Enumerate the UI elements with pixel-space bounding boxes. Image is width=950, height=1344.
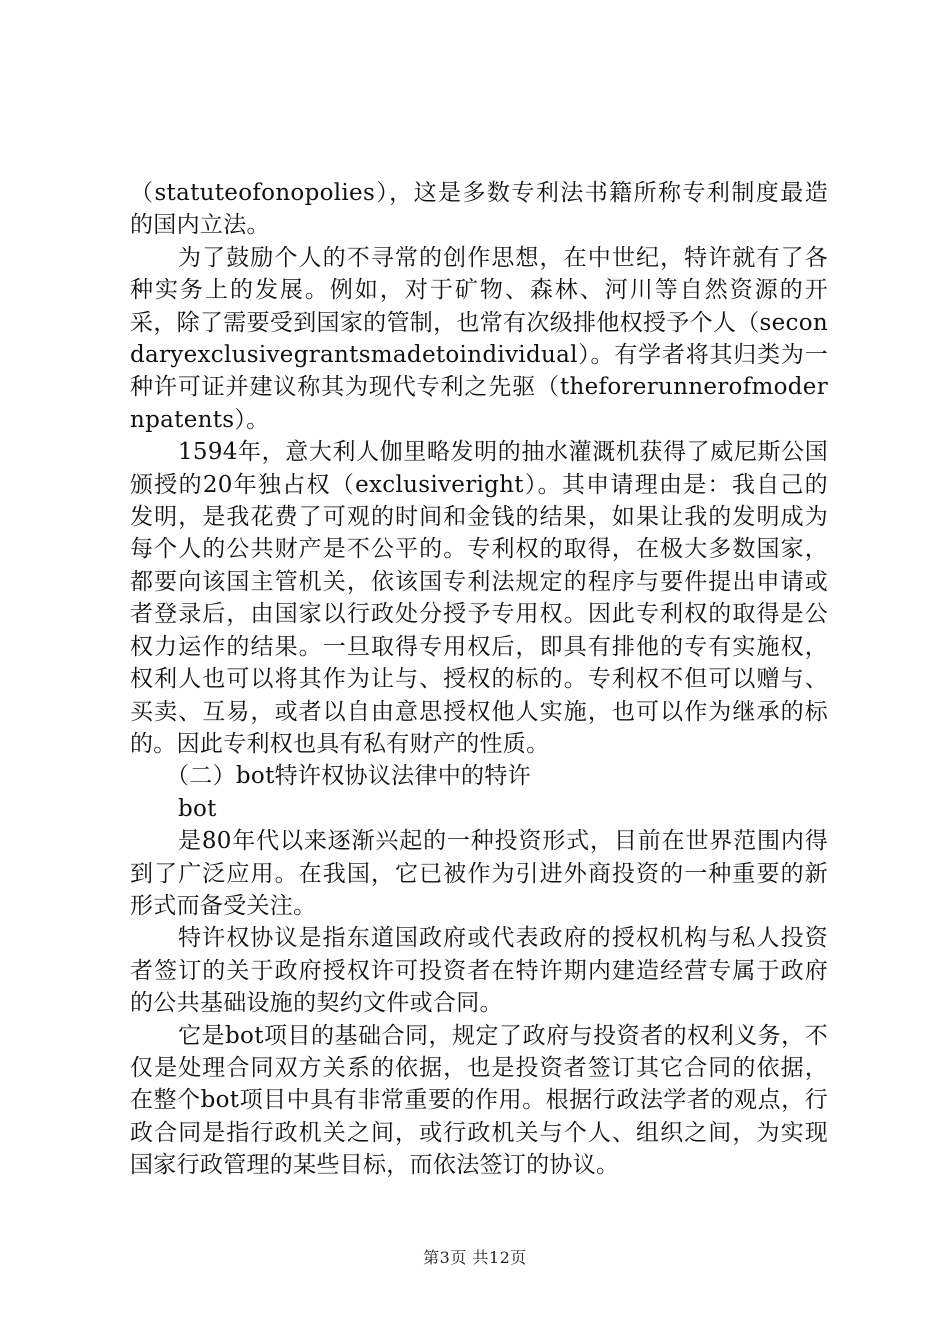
- document-body: [130, 177, 828, 1182]
- paragraph-statute-of-monopolies: （statuteofonopolies），这是多数专利法书籍所称专利制度最造的国内立法。: [130, 180, 828, 239]
- paragraph-bot-basic-contract: 它是bot项目的基础合同，规定了政府与投资者的权利义务，不仅是处理合同双方关系的依据，也是投资者签订其它合同的依据，在整个bot项目中具有非常重要的作用。根据行政法学者的观点，行政合同是指行政机关之间，或行政机关与个人、组织之间，为实现国家行政管理的某些目标，而依法签订的协议。: [130, 1022, 828, 1179]
- paragraph-bot-term: bot: [178, 795, 217, 822]
- section-heading-bot-concession: （二）bot特许权协议法律中的特许: [166, 763, 531, 790]
- paragraph-medieval-privileges: 为了鼓励个人的不寻常的创作思想，在中世纪，特许就有了各种实务上的发展。例如，对于矿物、森林、河川等自然资源的开采，除了需要受到国家的管制，也常有次级排他权授予个人（secondaryexclusivegrantsmadetoindividual）。有学者将其归类为一种许可证并建议称其为现代专利之先驱（theforerunnerofmodernpatents）。: [130, 244, 828, 433]
- paragraph-galileo-1594: 1594年，意大利人伽里略发明的抽水灌溉机获得了威尼斯公国颁授的20年独占权（exclusiveright）。其申请理由是：我自己的发明，是我花费了可观的时间和金钱的结果，如果让我的发明成为每个人的公共财产是不公平的。专利权的取得，在极大多数国家，都要向该国主管机关，依该国专利法规定的程序与要件提出申请或者登录后，由国家以行政处分授予专用权。因此专利权的取得是公权力运作的结果。一旦取得专用权后，即具有排他的专有实施权，权利人也可以将其作为让与、授权的标的。专利权不但可以赠与、买卖、互易，或者以自由意思授权他人实施，也可以作为继承的标的。因此专利权也具有私有财产的性质。: [130, 439, 828, 757]
- page-number-footer: 第3页 共12页: [423, 1248, 527, 1267]
- paragraph-concession-agreement-definition: 特许权协议是指东道国政府或代表政府的授权机构与私人投资者签订的关于政府授权许可投资者在特许期内建造经营专属于政府的公共基础设施的契约文件或合同。: [130, 925, 828, 1017]
- paragraph-bot-investment-form: 是80年代以来逐渐兴起的一种投资形式，目前在世界范围内得到了广泛应用。在我国，它已被作为引进外商投资的一种重要的新形式而备受关注。: [130, 828, 828, 919]
